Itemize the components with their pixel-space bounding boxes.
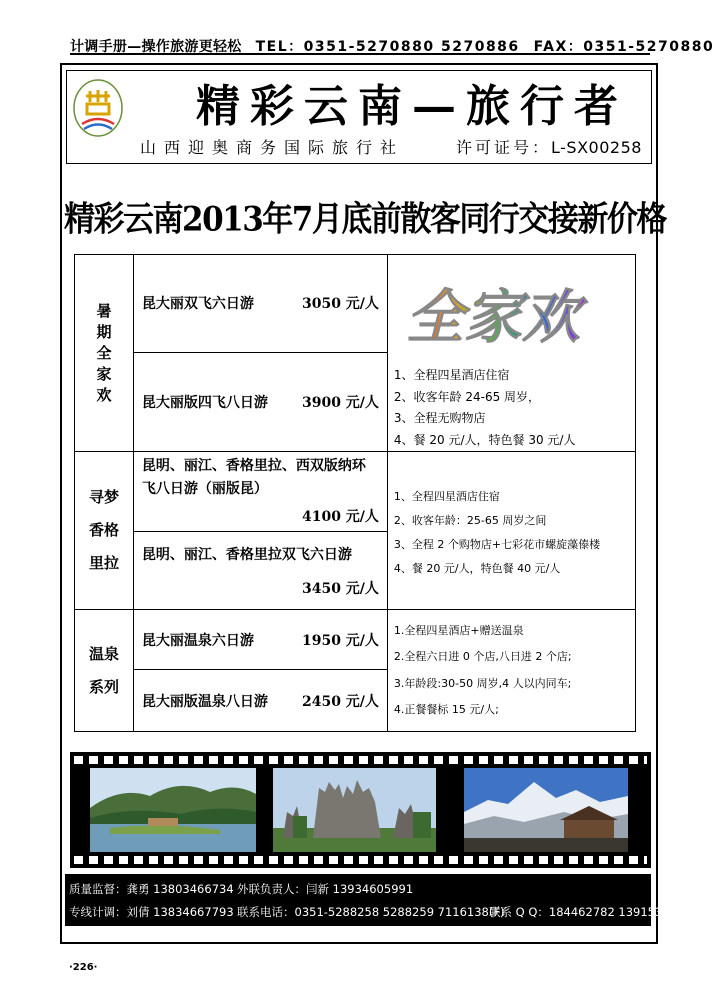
film-perforations-top (74, 756, 647, 764)
note-line: 4.正餐餐标 15 元/人; (393, 703, 499, 717)
route-cell (133, 352, 387, 452)
page-number: ·226· (69, 962, 98, 973)
headline: 精彩云南2013年7月底前散客同行交接新价格 (64, 199, 666, 240)
route-cell (133, 452, 387, 532)
lake-landscape-photo (90, 768, 256, 852)
route-cell (133, 532, 387, 610)
license-value: L-SX00258 (551, 138, 642, 157)
route-cell (133, 670, 387, 732)
table-row (75, 610, 636, 670)
route-price: 3450 元/人 (301, 580, 379, 597)
top-fax: FAX：0351-5270880 (533, 39, 715, 55)
brand-title: 精彩云南—旅行者 (196, 81, 628, 132)
family-fun-badge (400, 275, 610, 355)
agency-logo-icon (72, 78, 124, 138)
line-planner: 专线计调：刘倩 13834667793 (69, 905, 234, 919)
note-line: 1、全程四星酒店住宿 (393, 368, 510, 382)
notes-cell (387, 255, 635, 452)
route-name: 昆大丽版四飞八日游 (141, 395, 268, 412)
category-summer-family: 暑 期 全 家 欢 (75, 255, 134, 452)
stone-forest-photo (273, 768, 436, 852)
film-perforations-bottom (74, 856, 647, 864)
note-line: 4、餐 20 元/人，特色餐 40 元/人 (393, 562, 561, 576)
route-name: 昆大丽双飞六日游 (141, 296, 254, 313)
quality-supervisor: 质量监督：龚勇 13803466734 (69, 882, 234, 896)
notes-cell (387, 452, 635, 610)
note-line: 3.年龄段:30-50 周岁,4 人以内同车; (393, 676, 572, 690)
top-tel: TEL：0351-5270880 5270886 (255, 39, 520, 55)
note-line: 2、收客年龄 24-65 周岁， (393, 389, 541, 404)
route-price: 1950 元/人 (301, 632, 379, 649)
route-cell (133, 255, 387, 353)
contact-footer (65, 874, 692, 926)
route-price: 2450 元/人 (301, 693, 379, 710)
route-price: 4100 元/人 (301, 509, 379, 526)
table-row (75, 255, 636, 353)
note-line: 4、餐 20 元/人，特色餐 30 元/人 (393, 432, 576, 447)
route-name: 昆大丽温泉六日游 (141, 632, 254, 649)
route-cell (133, 610, 387, 670)
license-number (456, 135, 642, 158)
category-shangri-la: 寻梦 香格 里拉 (75, 452, 134, 610)
note-line: 1、全程四星酒店住宿 (393, 489, 500, 503)
note-line: 3、全程 2 个购物店+七彩花市螺旋藻傣楼 (393, 537, 601, 551)
note-line: 3、全程无购物店 (393, 411, 486, 426)
category-hot-spring: 温泉 系列 (75, 610, 134, 732)
svg-text:全家欢: 全家欢 (405, 283, 580, 351)
table-row (75, 452, 636, 532)
route-price: 3050 元/人 (301, 296, 379, 313)
note-line: 2.全程六日进 0 个店,八日进 2 个店; (393, 650, 572, 664)
route-name: 昆明、丽江、香格里拉双飞六日游 (141, 546, 352, 563)
pricing-table (74, 254, 636, 732)
top-slogan: 计调手册—操作旅游更轻松 (70, 39, 242, 55)
top-divider (70, 53, 650, 55)
contact-phones: 联系电话：0351-5288258 5288259 7116138(F) (237, 905, 505, 919)
route-name: 昆大丽版温泉八日游 (141, 693, 268, 710)
external-liaison: 外联负责人：闫新 13934605991 (237, 882, 414, 896)
agency-name: 山西迎奥商务国际旅行社 (140, 138, 405, 157)
photo-film-strip (70, 752, 651, 868)
license-label: 许可证号： (456, 138, 552, 157)
route-price: 3900 元/人 (301, 395, 379, 412)
notes-cell (387, 610, 635, 732)
note-line: 1.全程四星酒店+赠送温泉 (393, 624, 524, 638)
snow-mountain-photo (464, 768, 628, 852)
contact-qq: 联系 Q Q：184462782 1391533002 (489, 905, 692, 919)
note-line: 2、收客年龄：25-65 周岁之间 (393, 513, 547, 527)
route-name: 昆明、丽江、香格里拉、西双版纳环飞八日游（丽版昆） (141, 458, 366, 497)
